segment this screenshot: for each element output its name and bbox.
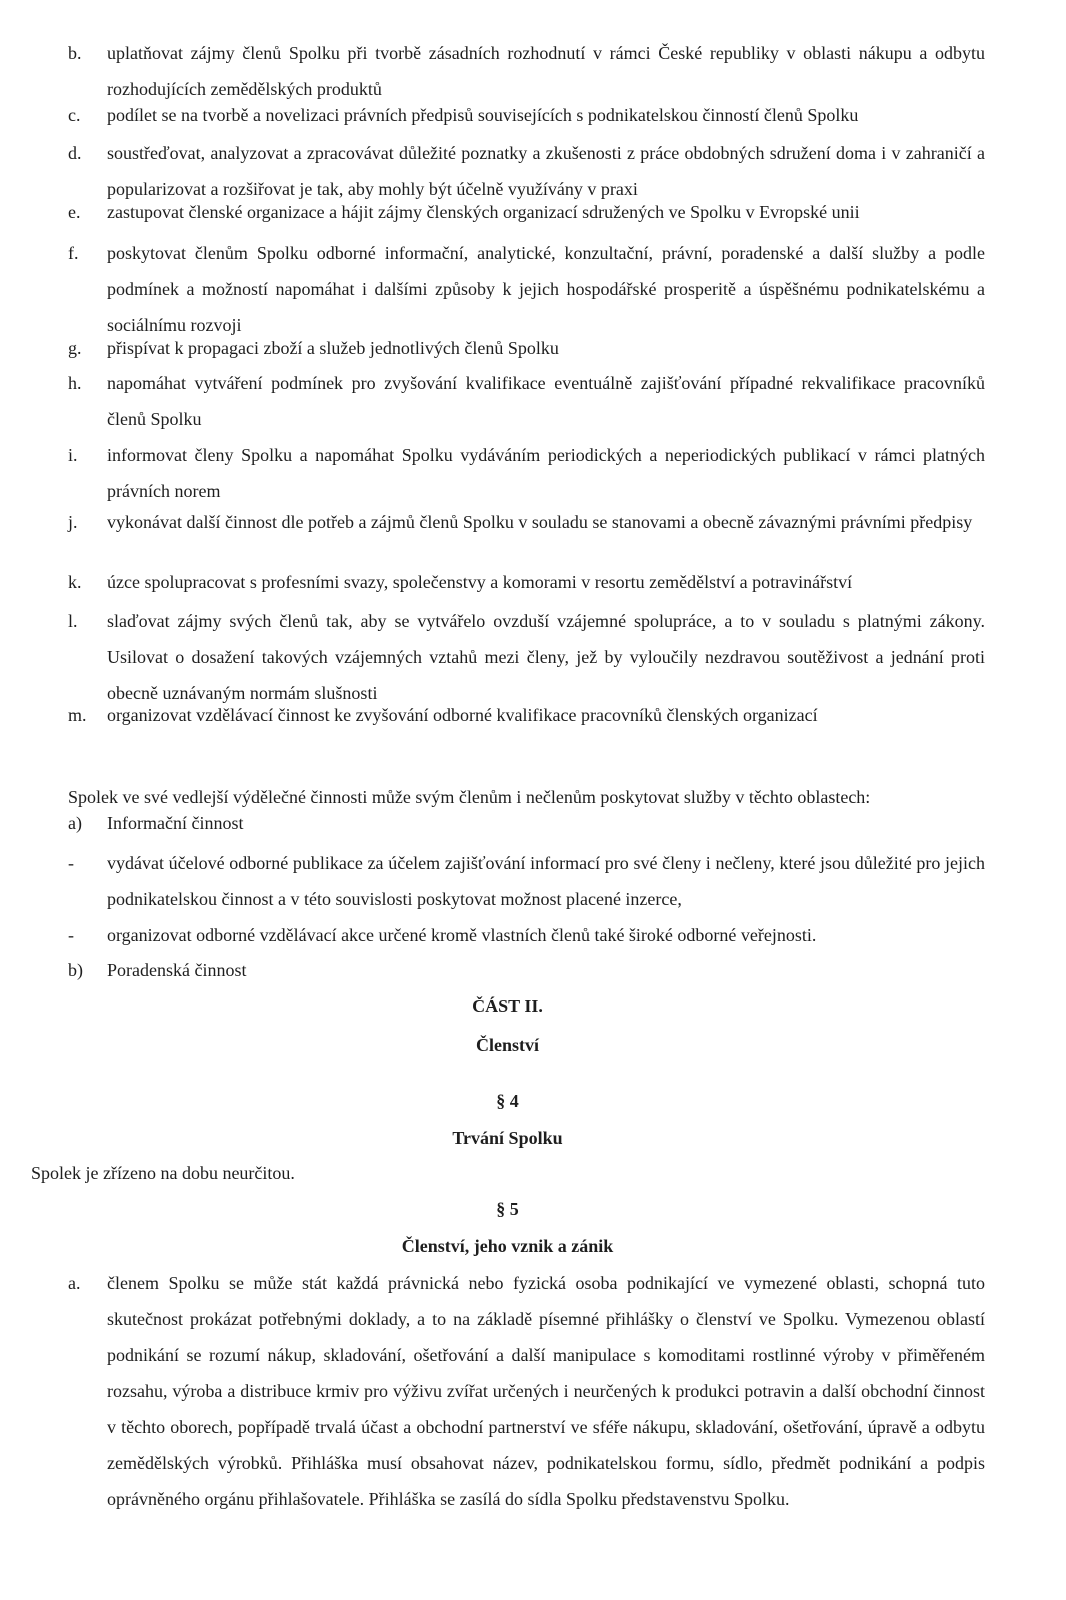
list-item-e — [68, 194, 985, 230]
list-item-c — [68, 97, 985, 133]
list-item-text: zastupovat členské organizace a hájit zájmy členských organizací sdružených ve Spolku v Evropské unii — [107, 202, 860, 222]
list-item-text: podílet se na tvorbě a novelizaci právních předpisů souvisejících s podnikatelskou činností členů Spolku — [107, 105, 859, 125]
list-item-marker: a. — [68, 1273, 81, 1293]
list-item-marker: c. — [68, 105, 81, 125]
list-item-text: Poradenská činnost — [107, 960, 247, 980]
secondary-activities-intro: Spolek ve své vedlejší výdělečné činnosti může svým členům i nečlenům poskytovat služby v těchto oblastech: — [68, 787, 871, 807]
list-item-m — [68, 697, 985, 733]
list-item-text: vydávat účelové odborné publikace za účelem zajišťování informací pro své členy i nečleny, které jsou důležité pro jejich podnikatelskou činnost a v této souvislosti poskytovat možnost placené inzerce, — [107, 853, 985, 909]
list-item-marker: - — [68, 925, 74, 945]
list-item-j — [68, 504, 985, 540]
list-item-marker: h. — [68, 373, 82, 393]
duration-text: Spolek je zřízeno na dobu neurčitou. — [31, 1163, 295, 1183]
list-item-marker: l. — [68, 611, 78, 631]
list-item-b-paren — [68, 952, 985, 988]
list-item-text: úzce spolupracovat s profesními svazy, společenstvy a komorami v resortu zemědělství a potravinářství — [107, 572, 853, 592]
list-item-marker: m. — [68, 705, 87, 725]
list-item-i — [68, 437, 985, 509]
list-item-dash-1 — [68, 845, 985, 917]
list-item-marker: j. — [68, 512, 78, 532]
heading-section4-title: Trvání Spolku — [452, 1128, 563, 1148]
list-item-marker: b. — [68, 43, 82, 63]
list-item-k — [68, 564, 985, 600]
heading-section4-number: § 4 — [496, 1091, 519, 1111]
list-item-marker: e. — [68, 202, 81, 222]
heading-section5-title: Členství, jeho vznik a zánik — [401, 1236, 614, 1256]
list-item-marker: d. — [68, 143, 82, 163]
heading-part-subtitle: Členství — [476, 1035, 539, 1055]
list-item-marker: b) — [68, 960, 83, 980]
list-item-text: vykonávat další činnost dle potřeb a zájmů členů Spolku v souladu se stanovami a obecně závaznými právními předpisy — [107, 512, 973, 532]
list-item-text: Informační činnost — [107, 813, 244, 833]
list-item-text: organizovat vzdělávací činnost ke zvyšování odborné kvalifikace pracovníků členských organizací — [107, 705, 818, 725]
list-item-l — [68, 603, 985, 711]
list-item-h — [68, 365, 985, 437]
list-item-text: přispívat k propagaci zboží a služeb jednotlivých členů Spolku — [107, 338, 559, 358]
list-item-marker: f. — [68, 243, 79, 263]
heading-part: ČÁST II. — [472, 996, 543, 1016]
list-item-marker: g. — [68, 338, 82, 358]
list-item-text: napomáhat vytváření podmínek pro zvyšování kvalifikace eventuálně zajišťování případné rekvalifikace pracovníků členů Spolku — [107, 373, 985, 429]
list-item-marker: i. — [68, 445, 78, 465]
list-item-a-paren — [68, 805, 985, 841]
list-item-text: poskytovat členům Spolku odborné informační, analytické, konzultační, právní, poradenské a další služby a podle podmínek a možností napomáhat i dalšími způsoby k jejich hospodářské prosperitě a úspěšnému podnikatelskému a sociálnímu rozvoji — [107, 243, 985, 335]
list-item-marker: a) — [68, 813, 82, 833]
list-item-dash-2 — [68, 917, 985, 953]
list-item-marker: k. — [68, 572, 82, 592]
heading-section5-number: § 5 — [496, 1199, 519, 1219]
list-item-text: organizovat odborné vzdělávací akce určené kromě vlastních členů také široké odborné veřejnosti. — [107, 925, 817, 945]
list-item-text: členem Spolku se může stát každá právnická nebo fyzická osoba podnikající ve vymezené oblasti, schopná tuto skutečnost prokázat potřebnými doklady, a to na základě písemné přihlášky o členství ve Spolku. Vymezenou oblastí podnikání se rozumí nákup, skladování, ošetřování a další manipulace s komoditami rostlinné výroby v přiměřeném rozsahu, výroba a distribuce krmiv pro výživu zvířat určených i neurčených k produkci potravin a další obchodní činnost v těchto oborech, popřípadě trvalá účast a obchodní partnerství ve sféře nákupu, skladování, ošetřování, úpravě a odbytu zemědělských výrobků. Přihláška musí obsahovat název, podnikatelskou formu, sídlo, předmět podnikání a podpis oprávněného orgánu přihlašovatele. Přihláška se zasílá do sídla Spolku představenstvu Spolku. — [107, 1273, 985, 1509]
list-item-text: soustřeďovat, analyzovat a zpracovávat důležité poznatky a zkušenosti z práce obdobných sdružení doma i v zahraničí a popularizovat a rozšiřovat je tak, aby mohly být účelně využívány v praxi — [107, 143, 985, 199]
list-item-text: informovat členy Spolku a napomáhat Spolku vydáváním periodických a neperiodických publikací v rámci platných právních norem — [107, 445, 985, 501]
list-item-f — [68, 235, 985, 343]
list-item-membership-a — [68, 1265, 985, 1517]
list-item-text: slaďovat zájmy svých členů tak, aby se vytvářelo ovzduší vzájemné spolupráce, a to v souladu s platnými zákony. Usilovat o dosažení takových vzájemných vztahů mezi členy, jež by vyloučily nezdravou soutěživost a jednání proti obecně uznávaným normám slušnosti — [107, 611, 985, 703]
list-item-g — [68, 330, 985, 366]
list-item-marker: - — [68, 853, 74, 873]
list-item-text: uplatňovat zájmy členů Spolku při tvorbě zásadních rozhodnutí v rámci České republiky v oblasti nákupu a odbytu rozhodujících zemědělských produktů — [107, 43, 985, 99]
